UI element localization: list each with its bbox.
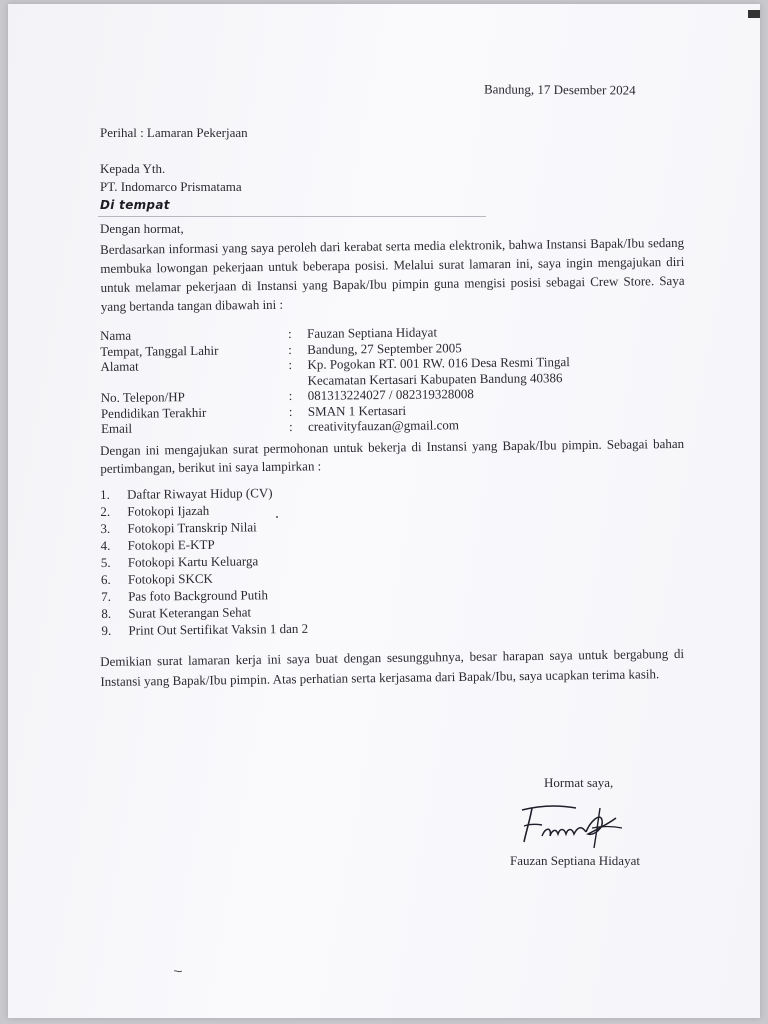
recipient-salutation: Kepada Yth. <box>100 161 166 176</box>
signer-name: Fauzan Septiana Hidayat <box>510 853 640 868</box>
identity-separator: : <box>288 418 293 435</box>
identity-label: Alamat <box>100 358 139 374</box>
recipient-place-handwritten: Di tempat <box>100 198 170 212</box>
identity-value: 081313224027 / 082319328008 <box>307 386 474 403</box>
corner-mark <box>748 10 760 18</box>
identity-value: Bandung, 27 September 2005 <box>307 339 462 357</box>
identity-separator: : <box>287 325 292 342</box>
list-item: 6. Fotokopi SKCK <box>100 570 213 587</box>
letter-page <box>8 4 760 1018</box>
greeting: Dengan hormat, <box>100 221 184 236</box>
list-item: 4. Fotokopi E-KTP <box>100 536 215 553</box>
letter-subject: Perihal : Lamaran Pekerjaan <box>100 125 248 140</box>
closing-paragraph: Demikian surat lamaran kerja ini saya buat dengan sesungguhnya, besar harapan saya untuk bergabung di Instansi yang Bapak/Ibu pimpin. Atas perhatian serta kerjasama dari Bapak/Ibu, saya ucapkan terima kasih. <box>100 645 685 689</box>
address-line-2: Kecamatan Kertasari Kabupaten Bandung 40386 <box>307 369 563 388</box>
ink-speck <box>174 970 182 973</box>
list-item: 7. Pas foto Background Putih <box>101 587 268 604</box>
identity-block <box>100 322 661 436</box>
intro-paragraph: Berdasarkan informasi yang saya peroleh dari kerabat serta media elektronik, bahwa Instansi Bapak/Ibu sedang membuka lowongan pekerjaan untuk beberapa posisi. Melalui surat lamaran ini, saya ingin mengajukan diri untuk melamar pekerjaan di Instansi yang Bapak/Ibu pimpin guna mengisi posisi sebagai Crew Store. Saya yang bertanda tangan dibawah ini : <box>100 234 685 314</box>
identity-value <box>307 353 660 388</box>
identity-separator: : <box>288 403 293 419</box>
identity-label: Tempat, Tanggal Lahir <box>100 342 219 359</box>
list-item: 2. Fotokopi Ijazah <box>100 502 210 519</box>
identity-separator: : <box>288 356 293 373</box>
identity-label: No. Telepon/HP <box>100 389 185 405</box>
identity-label: Email <box>100 420 133 436</box>
list-item: 9. Print Out Sertifikat Vaksin 1 dan 2 <box>101 620 309 638</box>
recipient-divider <box>98 216 486 217</box>
identity-label: Pendidikan Terakhir <box>100 404 207 421</box>
identity-value: SMAN 1 Kertasari <box>307 402 407 419</box>
ink-dot <box>276 516 278 518</box>
request-paragraph: Dengan ini mengajukan surat permohonan untuk bekerja di Instansi yang Bapak/Ibu pimpin. Sebagai bahan pertimbangan, berikut ini saya lampirkan : <box>100 435 685 476</box>
identity-value: creativityfauzan@gmail.com <box>307 417 460 434</box>
identity-label: Nama <box>100 327 132 343</box>
list-item: 3. Fotokopi Transkrip Nilai <box>100 519 257 536</box>
address-line-1: Kp. Pogokan RT. 001 RW. 016 Desa Resmi Tingal <box>307 354 570 372</box>
recipient-company: PT. Indomarco Prismatama <box>100 179 242 194</box>
recipient-block <box>100 160 242 214</box>
signature-image <box>516 800 628 850</box>
identity-separator: : <box>288 341 292 357</box>
closing-salutation: Hormat saya, <box>544 775 614 790</box>
list-item: 5. Fotokopi Kartu Keluarga <box>100 553 259 570</box>
list-item: 1. Daftar Riwayat Hidup (CV) <box>100 485 273 502</box>
identity-value: Fauzan Septiana Hidayat <box>306 324 438 341</box>
identity-separator: : <box>288 387 293 404</box>
letter-date: Bandung, 17 Desember 2024 <box>483 81 636 98</box>
list-item: 8. Surat Keterangan Sehat <box>101 604 252 621</box>
attachment-list <box>100 484 308 639</box>
